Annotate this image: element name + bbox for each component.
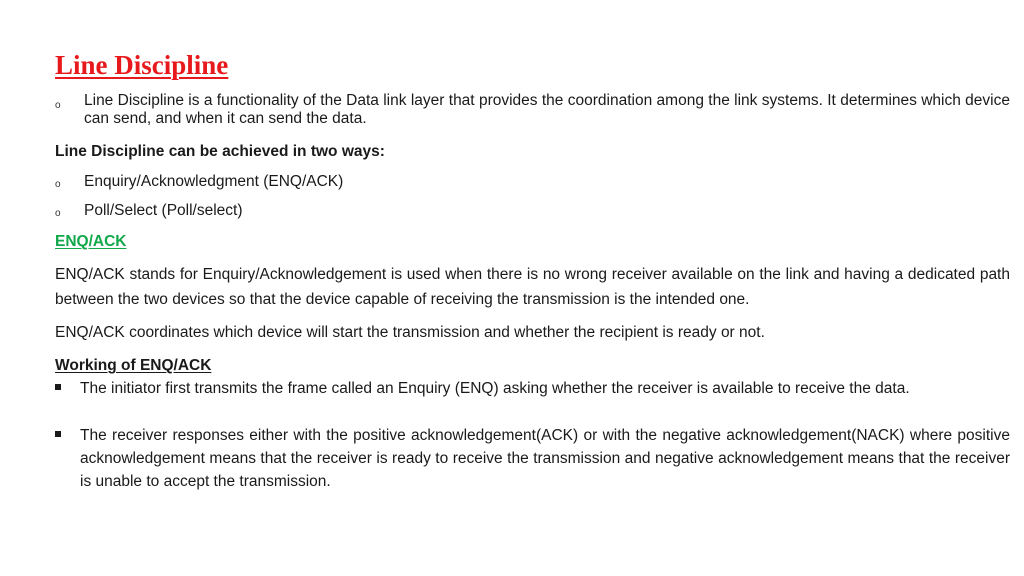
enq-ack-heading: ENQ/ACK — [55, 233, 127, 250]
ways-heading: Line Discipline can be achieved in two ways: — [55, 143, 385, 160]
working-heading: Working of ENQ/ACK — [55, 357, 212, 374]
intro-paragraph: Line Discipline is a functionality of the Data link layer that provides the coordination among the link systems. It determines which device can send, and when it can send the data. — [84, 92, 1010, 127]
working-item-1: The initiator first transmits the frame called an Enquiry (ENQ) asking whether the receiver is available to receive the data. — [80, 380, 910, 397]
square-bullet-icon — [55, 384, 61, 390]
enq-ack-paragraph-1: ENQ/ACK stands for Enquiry/Acknowledgement is used when there is no wrong receiver available on the link and having a dedicated path between the two devices so that the device capable of receiving the transmission is the intended one. — [55, 266, 1010, 308]
slide-title: Line Discipline — [55, 50, 229, 80]
circle-bullet-icon: o — [55, 100, 61, 111]
ways-item-poll-select: Poll/Select (Poll/select) — [84, 202, 243, 219]
ways-item-enq-ack: Enquiry/Acknowledgment (ENQ/ACK) — [84, 173, 344, 190]
circle-bullet-icon: o — [55, 179, 61, 190]
working-item-2: The receiver responses either with the positive acknowledgement(ACK) or with the negative acknowledgement(NACK) where positive acknowledgement means that the receiver is ready to receive the transmission and negative acknowledgement means that the receiver is unable to accept the transmission. — [80, 427, 1010, 490]
circle-bullet-icon: o — [55, 208, 61, 219]
square-bullet-icon — [55, 431, 61, 437]
enq-ack-paragraph-2: ENQ/ACK coordinates which device will start the transmission and whether the recipient is ready or not. — [55, 324, 765, 341]
